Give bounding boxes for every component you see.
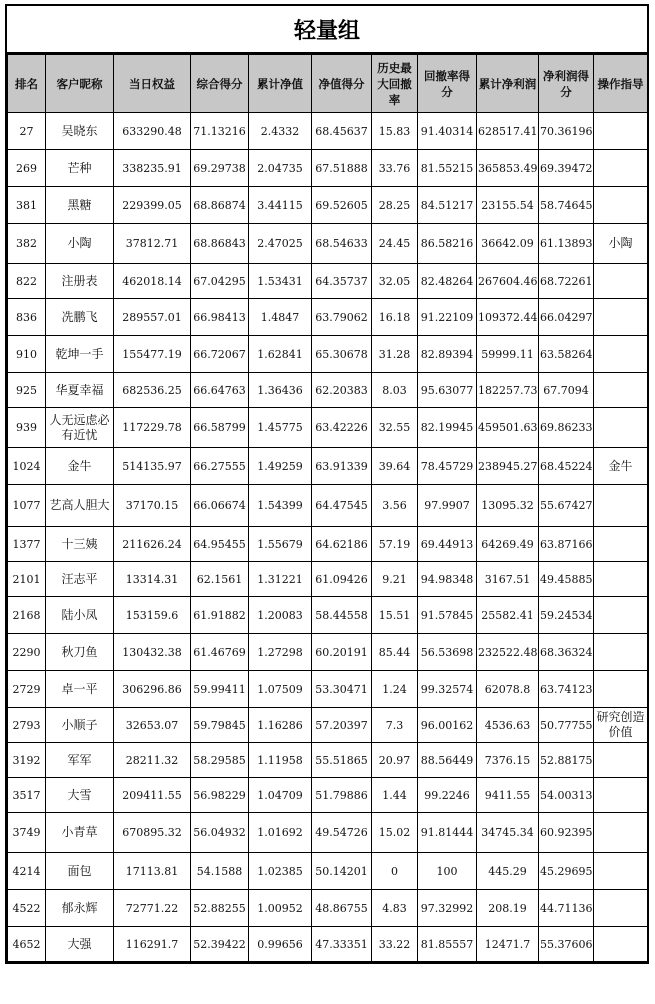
cell-total-score: 59.99411 <box>191 671 249 708</box>
cell-rank: 2290 <box>8 634 46 671</box>
cell-net-value-score: 48.86755 <box>312 890 372 927</box>
cell-guide: 研究创造价值 <box>594 708 648 743</box>
cell-net-profit: 445.29 <box>477 853 539 890</box>
cell-net-value: 1.00952 <box>249 890 312 927</box>
cell-rank: 27 <box>8 113 46 150</box>
cell-max-drawdown: 9.21 <box>372 562 418 597</box>
cell-net-profit: 34745.34 <box>477 813 539 853</box>
table-row <box>8 150 648 187</box>
cell-net-profit: 25582.41 <box>477 597 539 634</box>
table-row <box>8 187 648 224</box>
cell-drawdown-score: 91.22109 <box>418 299 477 336</box>
cell-equity: 32653.07 <box>114 708 191 743</box>
cell-drawdown-score: 88.56449 <box>418 743 477 778</box>
cell-max-drawdown: 33.76 <box>372 150 418 187</box>
cell-rank: 3749 <box>8 813 46 853</box>
cell-equity: 338235.91 <box>114 150 191 187</box>
table-row <box>8 634 648 671</box>
cell-guide: 小陶 <box>594 224 648 264</box>
cell-net-value: 2.47025 <box>249 224 312 264</box>
cell-nickname: 郁永辉 <box>46 890 114 927</box>
table-row <box>8 743 648 778</box>
cell-max-drawdown: 24.45 <box>372 224 418 264</box>
cell-net-value-score: 62.20383 <box>312 373 372 408</box>
cell-equity: 155477.19 <box>114 336 191 373</box>
cell-net-value-score: 63.79062 <box>312 299 372 336</box>
cell-total-score: 61.91882 <box>191 597 249 634</box>
header-max-drawdown: 历史最大回撤率 <box>372 55 418 113</box>
cell-drawdown-score: 81.55215 <box>418 150 477 187</box>
cell-total-score: 52.88255 <box>191 890 249 927</box>
cell-total-score: 54.1588 <box>191 853 249 890</box>
table-row <box>8 264 648 299</box>
cell-net-value: 1.01692 <box>249 813 312 853</box>
cell-drawdown-score: 96.00162 <box>418 708 477 743</box>
cell-rank: 2168 <box>8 597 46 634</box>
cell-rank: 4652 <box>8 927 46 962</box>
cell-guide <box>594 373 648 408</box>
cell-max-drawdown: 15.51 <box>372 597 418 634</box>
cell-net-value-score: 64.35737 <box>312 264 372 299</box>
cell-rank: 910 <box>8 336 46 373</box>
cell-net-profit: 3167.51 <box>477 562 539 597</box>
cell-nickname: 小顺子 <box>46 708 114 743</box>
cell-net-profit: 59999.11 <box>477 336 539 373</box>
cell-max-drawdown: 20.97 <box>372 743 418 778</box>
cell-max-drawdown: 32.55 <box>372 408 418 448</box>
cell-net-value-score: 53.30471 <box>312 671 372 708</box>
cell-profit-score: 66.04297 <box>539 299 594 336</box>
cell-net-value: 1.02385 <box>249 853 312 890</box>
cell-nickname: 金牛 <box>46 448 114 485</box>
cell-total-score: 66.98413 <box>191 299 249 336</box>
cell-net-value: 2.4332 <box>249 113 312 150</box>
cell-profit-score: 67.7094 <box>539 373 594 408</box>
cell-equity: 229399.05 <box>114 187 191 224</box>
cell-guide <box>594 485 648 527</box>
cell-drawdown-score: 99.2246 <box>418 778 477 813</box>
cell-net-profit: 628517.41 <box>477 113 539 150</box>
cell-max-drawdown: 33.22 <box>372 927 418 962</box>
cell-max-drawdown: 1.44 <box>372 778 418 813</box>
cell-guide <box>594 527 648 562</box>
cell-nickname: 华夏幸福 <box>46 373 114 408</box>
cell-net-value-score: 69.52605 <box>312 187 372 224</box>
cell-net-value-score: 61.09426 <box>312 562 372 597</box>
table-row <box>8 373 648 408</box>
cell-rank: 1024 <box>8 448 46 485</box>
cell-profit-score: 52.88175 <box>539 743 594 778</box>
cell-max-drawdown: 15.83 <box>372 113 418 150</box>
cell-net-value: 1.45775 <box>249 408 312 448</box>
cell-net-value: 1.36436 <box>249 373 312 408</box>
cell-max-drawdown: 39.64 <box>372 448 418 485</box>
cell-rank: 925 <box>8 373 46 408</box>
cell-profit-score: 63.74123 <box>539 671 594 708</box>
cell-net-profit: 9411.55 <box>477 778 539 813</box>
cell-equity: 37812.71 <box>114 224 191 264</box>
cell-net-profit: 182257.73 <box>477 373 539 408</box>
cell-total-score: 67.04295 <box>191 264 249 299</box>
cell-guide <box>594 853 648 890</box>
table-row <box>8 336 648 373</box>
cell-net-value: 1.62841 <box>249 336 312 373</box>
cell-rank: 381 <box>8 187 46 224</box>
cell-max-drawdown: 7.3 <box>372 708 418 743</box>
cell-max-drawdown: 28.25 <box>372 187 418 224</box>
cell-rank: 3517 <box>8 778 46 813</box>
cell-rank: 2729 <box>8 671 46 708</box>
cell-profit-score: 68.45224 <box>539 448 594 485</box>
cell-equity: 116291.7 <box>114 927 191 962</box>
cell-total-score: 68.86874 <box>191 187 249 224</box>
cell-equity: 209411.55 <box>114 778 191 813</box>
cell-net-value: 1.04709 <box>249 778 312 813</box>
cell-net-profit: 12471.7 <box>477 927 539 962</box>
cell-total-score: 66.64763 <box>191 373 249 408</box>
cell-nickname: 面包 <box>46 853 114 890</box>
cell-net-value-score: 60.20191 <box>312 634 372 671</box>
cell-nickname: 汪志平 <box>46 562 114 597</box>
cell-net-value-score: 68.54633 <box>312 224 372 264</box>
cell-profit-score: 58.74645 <box>539 187 594 224</box>
cell-equity: 28211.32 <box>114 743 191 778</box>
table-row <box>8 448 648 485</box>
cell-profit-score: 70.36196 <box>539 113 594 150</box>
cell-drawdown-score: 82.19945 <box>418 408 477 448</box>
cell-guide <box>594 743 648 778</box>
cell-net-value: 3.44115 <box>249 187 312 224</box>
cell-equity: 514135.97 <box>114 448 191 485</box>
cell-total-score: 56.98229 <box>191 778 249 813</box>
cell-total-score: 52.39422 <box>191 927 249 962</box>
table-row <box>8 113 648 150</box>
cell-drawdown-score: 86.58216 <box>418 224 477 264</box>
table-row <box>8 813 648 853</box>
cell-net-value-score: 57.20397 <box>312 708 372 743</box>
cell-total-score: 58.29585 <box>191 743 249 778</box>
cell-net-profit: 267604.46 <box>477 264 539 299</box>
cell-rank: 4522 <box>8 890 46 927</box>
cell-max-drawdown: 3.56 <box>372 485 418 527</box>
cell-drawdown-score: 69.44913 <box>418 527 477 562</box>
cell-drawdown-score: 99.32574 <box>418 671 477 708</box>
cell-max-drawdown: 1.24 <box>372 671 418 708</box>
header-profit-score: 净利润得分 <box>539 55 594 113</box>
table-row <box>8 890 648 927</box>
ranking-table <box>7 54 648 962</box>
cell-net-value-score: 49.54726 <box>312 813 372 853</box>
cell-profit-score: 54.00313 <box>539 778 594 813</box>
cell-net-profit: 23155.54 <box>477 187 539 224</box>
cell-nickname: 十三姨 <box>46 527 114 562</box>
cell-nickname: 艺高人胆大 <box>46 485 114 527</box>
cell-net-value: 1.20083 <box>249 597 312 634</box>
cell-equity: 462018.14 <box>114 264 191 299</box>
cell-equity: 670895.32 <box>114 813 191 853</box>
cell-equity: 130432.38 <box>114 634 191 671</box>
cell-nickname: 陆小凤 <box>46 597 114 634</box>
cell-net-value-score: 68.45637 <box>312 113 372 150</box>
cell-max-drawdown: 8.03 <box>372 373 418 408</box>
cell-total-score: 59.79845 <box>191 708 249 743</box>
table-row <box>8 408 648 448</box>
cell-rank: 269 <box>8 150 46 187</box>
cell-guide <box>594 927 648 962</box>
cell-equity: 17113.81 <box>114 853 191 890</box>
table-row <box>8 527 648 562</box>
header-equity: 当日权益 <box>114 55 191 113</box>
cell-net-value-score: 58.44558 <box>312 597 372 634</box>
cell-profit-score: 55.37606 <box>539 927 594 962</box>
cell-nickname: 黑糖 <box>46 187 114 224</box>
cell-drawdown-score: 56.53698 <box>418 634 477 671</box>
cell-net-value-score: 64.62186 <box>312 527 372 562</box>
cell-drawdown-score: 94.98348 <box>418 562 477 597</box>
cell-net-value: 1.31221 <box>249 562 312 597</box>
header-total-score: 综合得分 <box>191 55 249 113</box>
cell-net-value: 1.16286 <box>249 708 312 743</box>
cell-total-score: 61.46769 <box>191 634 249 671</box>
cell-guide <box>594 671 648 708</box>
cell-rank: 3192 <box>8 743 46 778</box>
cell-nickname: 卓一平 <box>46 671 114 708</box>
table-row <box>8 485 648 527</box>
table-row <box>8 853 648 890</box>
cell-total-score: 68.86843 <box>191 224 249 264</box>
cell-max-drawdown: 4.83 <box>372 890 418 927</box>
cell-guide <box>594 597 648 634</box>
cell-rank: 836 <box>8 299 46 336</box>
cell-net-value-score: 51.79886 <box>312 778 372 813</box>
ranking-sheet <box>5 4 649 964</box>
cell-net-profit: 62078.8 <box>477 671 539 708</box>
cell-nickname: 小青草 <box>46 813 114 853</box>
table-row <box>8 927 648 962</box>
cell-max-drawdown: 16.18 <box>372 299 418 336</box>
table-row <box>8 778 648 813</box>
table-row <box>8 597 648 634</box>
cell-max-drawdown: 57.19 <box>372 527 418 562</box>
cell-total-score: 71.13216 <box>191 113 249 150</box>
cell-profit-score: 59.24534 <box>539 597 594 634</box>
cell-drawdown-score: 84.51217 <box>418 187 477 224</box>
cell-guide <box>594 299 648 336</box>
cell-net-value-score: 63.42226 <box>312 408 372 448</box>
header-net-profit: 累计净利润 <box>477 55 539 113</box>
cell-net-value-score: 67.51888 <box>312 150 372 187</box>
cell-max-drawdown: 85.44 <box>372 634 418 671</box>
cell-net-profit: 64269.49 <box>477 527 539 562</box>
cell-guide <box>594 336 648 373</box>
cell-total-score: 66.27555 <box>191 448 249 485</box>
cell-net-value: 1.49259 <box>249 448 312 485</box>
cell-max-drawdown: 0 <box>372 853 418 890</box>
cell-equity: 72771.22 <box>114 890 191 927</box>
cell-drawdown-score: 82.48264 <box>418 264 477 299</box>
cell-nickname: 注册表 <box>46 264 114 299</box>
cell-net-profit: 232522.48 <box>477 634 539 671</box>
cell-net-value: 1.4847 <box>249 299 312 336</box>
cell-guide <box>594 890 648 927</box>
cell-equity: 153159.6 <box>114 597 191 634</box>
cell-equity: 682536.25 <box>114 373 191 408</box>
cell-rank: 382 <box>8 224 46 264</box>
cell-max-drawdown: 15.02 <box>372 813 418 853</box>
cell-drawdown-score: 97.9907 <box>418 485 477 527</box>
sheet-title: 轻量组 <box>7 6 647 54</box>
cell-rank: 2793 <box>8 708 46 743</box>
cell-net-profit: 4536.63 <box>477 708 539 743</box>
cell-profit-score: 69.39472 <box>539 150 594 187</box>
cell-net-profit: 13095.32 <box>477 485 539 527</box>
cell-guide <box>594 562 648 597</box>
table-row <box>8 671 648 708</box>
cell-total-score: 69.29738 <box>191 150 249 187</box>
cell-net-value: 1.53431 <box>249 264 312 299</box>
cell-net-value: 1.55679 <box>249 527 312 562</box>
table-row <box>8 299 648 336</box>
cell-max-drawdown: 31.28 <box>372 336 418 373</box>
cell-net-profit: 459501.63 <box>477 408 539 448</box>
cell-net-value: 1.27298 <box>249 634 312 671</box>
cell-profit-score: 44.71136 <box>539 890 594 927</box>
cell-profit-score: 55.67427 <box>539 485 594 527</box>
cell-net-value-score: 63.91339 <box>312 448 372 485</box>
header-row <box>8 55 648 113</box>
cell-equity: 37170.15 <box>114 485 191 527</box>
cell-net-value: 2.04735 <box>249 150 312 187</box>
cell-nickname: 吴晓东 <box>46 113 114 150</box>
cell-drawdown-score: 97.32992 <box>418 890 477 927</box>
cell-nickname: 人无远虑必有近忧 <box>46 408 114 448</box>
cell-drawdown-score: 91.57845 <box>418 597 477 634</box>
cell-nickname: 秋刀鱼 <box>46 634 114 671</box>
cell-rank: 1077 <box>8 485 46 527</box>
cell-drawdown-score: 91.40314 <box>418 113 477 150</box>
cell-rank: 822 <box>8 264 46 299</box>
cell-profit-score: 50.77755 <box>539 708 594 743</box>
cell-guide <box>594 187 648 224</box>
cell-profit-score: 61.13893 <box>539 224 594 264</box>
cell-net-profit: 36642.09 <box>477 224 539 264</box>
cell-rank: 2101 <box>8 562 46 597</box>
cell-nickname: 大强 <box>46 927 114 962</box>
cell-nickname: 乾坤一手 <box>46 336 114 373</box>
table-row <box>8 708 648 743</box>
cell-rank: 1377 <box>8 527 46 562</box>
cell-total-score: 66.06674 <box>191 485 249 527</box>
cell-net-value: 0.99656 <box>249 927 312 962</box>
cell-guide <box>594 778 648 813</box>
cell-drawdown-score: 91.81444 <box>418 813 477 853</box>
cell-profit-score: 68.72261 <box>539 264 594 299</box>
cell-equity: 289557.01 <box>114 299 191 336</box>
cell-profit-score: 49.45885 <box>539 562 594 597</box>
cell-drawdown-score: 81.85557 <box>418 927 477 962</box>
cell-net-value: 1.07509 <box>249 671 312 708</box>
cell-guide: 金牛 <box>594 448 648 485</box>
cell-profit-score: 69.86233 <box>539 408 594 448</box>
cell-equity: 117229.78 <box>114 408 191 448</box>
cell-nickname: 大雪 <box>46 778 114 813</box>
cell-rank: 939 <box>8 408 46 448</box>
cell-nickname: 冼鹏飞 <box>46 299 114 336</box>
header-net-value: 累计净值 <box>249 55 312 113</box>
cell-nickname: 军军 <box>46 743 114 778</box>
cell-net-value-score: 64.47545 <box>312 485 372 527</box>
cell-total-score: 66.58799 <box>191 408 249 448</box>
cell-net-value-score: 47.33351 <box>312 927 372 962</box>
cell-net-value: 1.11958 <box>249 743 312 778</box>
cell-equity: 211626.24 <box>114 527 191 562</box>
cell-total-score: 64.95455 <box>191 527 249 562</box>
cell-equity: 13314.31 <box>114 562 191 597</box>
cell-net-profit: 109372.44 <box>477 299 539 336</box>
cell-guide <box>594 150 648 187</box>
cell-net-value-score: 55.51865 <box>312 743 372 778</box>
cell-net-value-score: 65.30678 <box>312 336 372 373</box>
cell-drawdown-score: 82.89394 <box>418 336 477 373</box>
cell-max-drawdown: 32.05 <box>372 264 418 299</box>
cell-net-value-score: 50.14201 <box>312 853 372 890</box>
cell-profit-score: 45.29695 <box>539 853 594 890</box>
cell-net-profit: 208.19 <box>477 890 539 927</box>
table-row <box>8 562 648 597</box>
cell-net-profit: 7376.15 <box>477 743 539 778</box>
cell-guide <box>594 264 648 299</box>
cell-profit-score: 63.87166 <box>539 527 594 562</box>
cell-drawdown-score: 78.45729 <box>418 448 477 485</box>
header-drawdown-score: 回撤率得分 <box>418 55 477 113</box>
cell-guide <box>594 813 648 853</box>
cell-net-value: 1.54399 <box>249 485 312 527</box>
cell-rank: 4214 <box>8 853 46 890</box>
header-guide: 操作指导 <box>594 55 648 113</box>
cell-profit-score: 60.92395 <box>539 813 594 853</box>
cell-total-score: 56.04932 <box>191 813 249 853</box>
cell-nickname: 小陶 <box>46 224 114 264</box>
header-nickname: 客户昵称 <box>46 55 114 113</box>
header-net-value-score: 净值得分 <box>312 55 372 113</box>
cell-drawdown-score: 95.63077 <box>418 373 477 408</box>
cell-equity: 306296.86 <box>114 671 191 708</box>
cell-guide <box>594 634 648 671</box>
cell-drawdown-score: 100 <box>418 853 477 890</box>
cell-profit-score: 68.36324 <box>539 634 594 671</box>
cell-nickname: 芒种 <box>46 150 114 187</box>
cell-equity: 633290.48 <box>114 113 191 150</box>
cell-guide <box>594 408 648 448</box>
cell-guide <box>594 113 648 150</box>
cell-total-score: 66.72067 <box>191 336 249 373</box>
table-row <box>8 224 648 264</box>
cell-profit-score: 63.58264 <box>539 336 594 373</box>
cell-net-profit: 365853.49 <box>477 150 539 187</box>
cell-total-score: 62.1561 <box>191 562 249 597</box>
cell-net-profit: 238945.27 <box>477 448 539 485</box>
header-rank: 排名 <box>8 55 46 113</box>
